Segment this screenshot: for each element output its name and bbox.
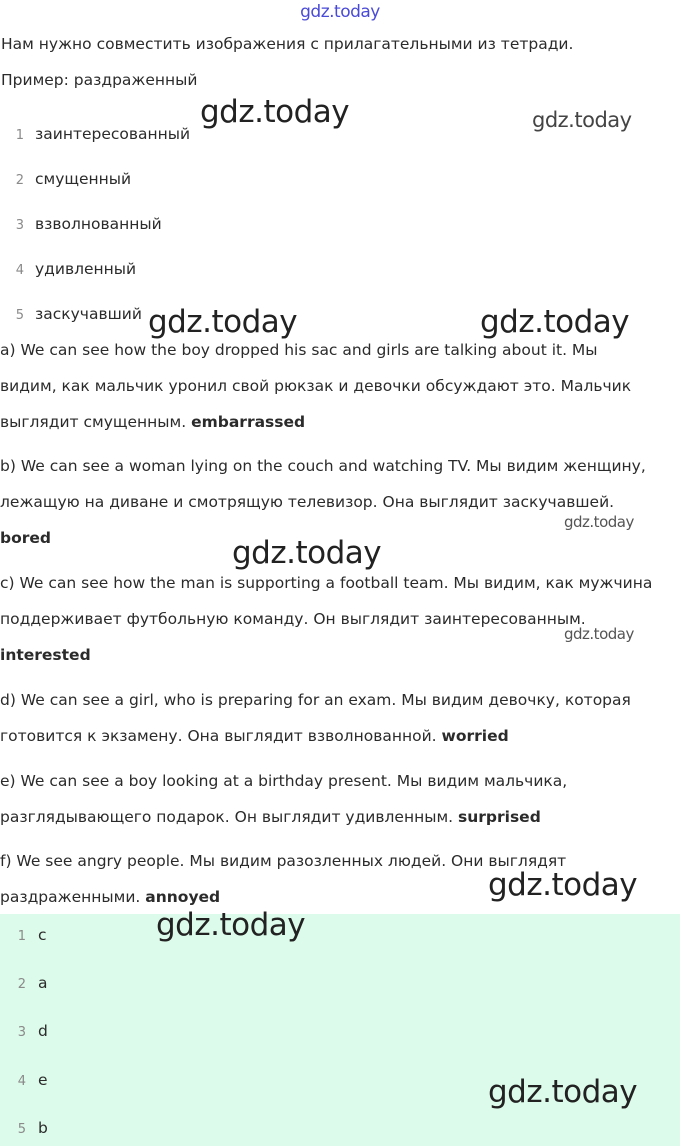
list-item [0,1068,48,1092]
paragraph-line: a) We can see how the boy dropped his sac and girls are talking about it. Мы [0,341,598,359]
list-number: 3 [17,1025,26,1040]
list-item-text: e [38,1071,48,1089]
list-item [0,122,190,146]
list-item-text: d [38,1022,48,1040]
answer-paragraph-e [0,763,680,835]
answer-word: worried [441,727,509,745]
list-number: 1 [17,929,26,944]
list-item-text: заинтересованный [35,125,191,143]
watermark: gdz.today [488,1074,638,1110]
list-number: 2 [15,173,24,188]
list-number: 5 [17,1122,26,1137]
paragraph-line: b) We can see a woman lying on the couch and watching TV. Мы видим женщину, [0,457,646,475]
list-item-text: a [38,974,48,992]
watermark: gdz.today [232,535,382,571]
watermark: gdz.today [156,907,306,943]
answer-key-box [0,914,680,1146]
site-logo[interactable]: gdz.today [300,2,380,22]
answer-paragraph-c [0,565,680,673]
list-item [0,923,47,947]
watermark: gdz.today [564,513,634,531]
intro-text: Нам нужно совместить изображения с прилагательными из тетради. [1,35,574,53]
answer-paragraph-d [0,682,680,754]
list-item-text: смущенный [35,170,132,188]
list-item [0,1116,48,1140]
list-number: 1 [15,128,24,143]
answer-word: surprised [458,808,541,826]
paragraph-line: лежащую на диване и смотрящую телевизор. Она выглядит заскучавшей. [0,493,615,511]
paragraph-line: выглядит смущенным. [0,413,192,431]
list-item-text: взволнованный [35,215,162,233]
list-item [0,257,136,281]
list-number: 4 [17,1074,26,1089]
list-number: 5 [15,308,24,323]
list-item [0,1019,48,1043]
list-item [0,212,162,236]
list-number: 2 [17,977,26,992]
list-item-text: заскучавший [35,305,142,323]
watermark: gdz.today [488,867,638,903]
paragraph-line: e) We can see a boy looking at a birthday present. Мы видим мальчика, [0,772,568,790]
watermark: gdz.today [564,625,634,643]
paragraph-line: готовится к экзамену. Она выглядит взволнованной. [0,727,442,745]
list-item [0,302,142,326]
paragraph-line: поддерживает футбольную команду. Он выглядит заинтересованным. [0,610,586,628]
paragraph-line: f) We see angry people. Мы видим разозленных людей. Они выглядят [0,852,567,870]
watermark: gdz.today [148,304,298,340]
list-item-text: c [38,926,47,944]
example-text: Пример: раздраженный [1,71,198,89]
watermark: gdz.today [480,304,630,340]
paragraph-line: c) We can see how the man is supporting a football team. Мы видим, как мужчина [0,574,653,592]
paragraph-line: раздраженными. [0,888,146,906]
watermark: gdz.today [532,108,632,132]
answer-word: bored [0,529,51,547]
answer-word: interested [0,646,91,664]
list-number: 3 [15,218,24,233]
answer-word: annoyed [145,888,221,906]
list-item-text: b [38,1119,48,1137]
watermark: gdz.today [200,94,350,130]
paragraph-line: видим, как мальчик уронил свой рюкзак и девочки обсуждают это. Мальчик [0,377,632,395]
paragraph-line: d) We can see a girl, who is preparing for an exam. Мы видим девочку, которая [0,691,631,709]
list-item [0,167,131,191]
answer-paragraph-a [0,332,680,440]
list-number: 4 [15,263,24,278]
list-item-text: удивленный [35,260,137,278]
paragraph-line: разглядывающего подарок. Он выглядит удивленным. [0,808,458,826]
list-item [0,971,48,995]
answer-word: embarrassed [191,413,306,431]
